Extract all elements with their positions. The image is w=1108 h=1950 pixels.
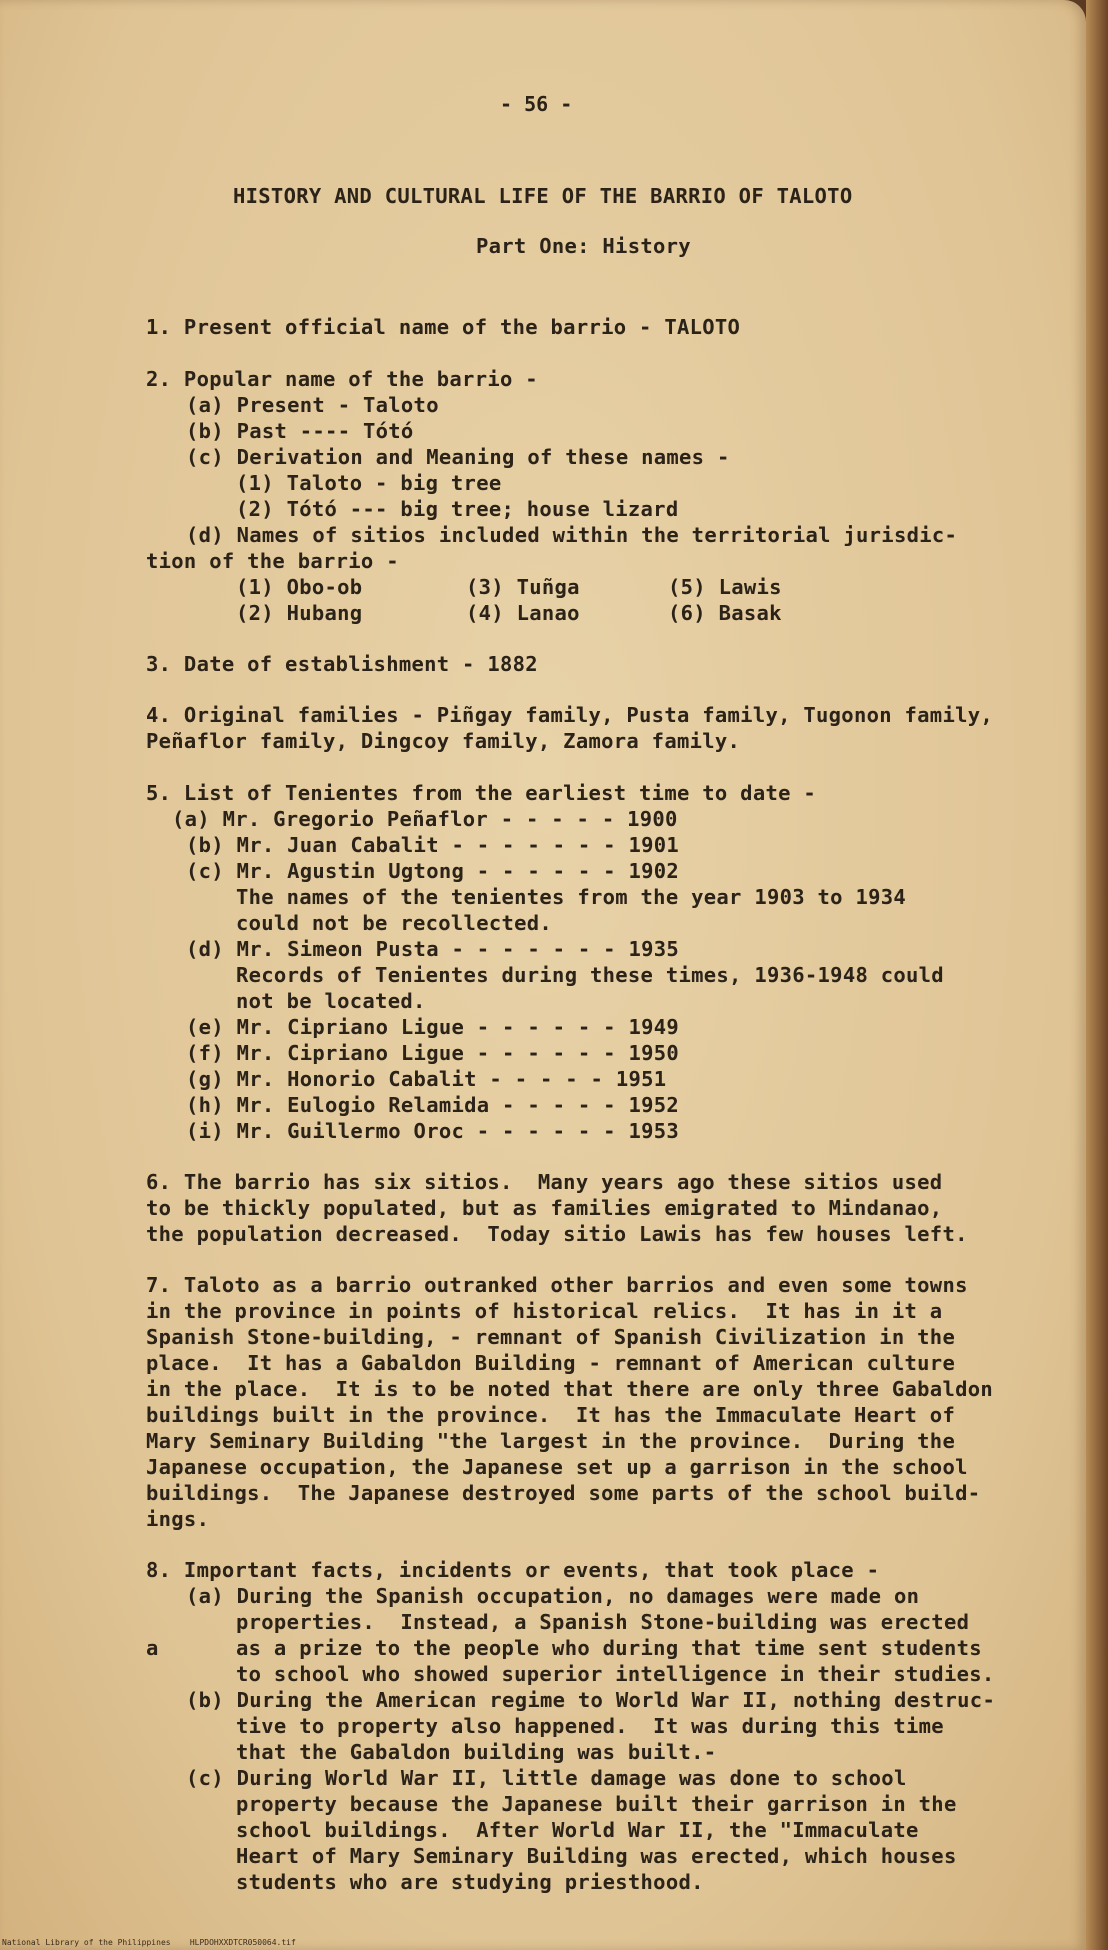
item-5: 5. List of Tenientes from the earliest time to date - <box>146 781 817 805</box>
item-8a-line-1: (a) During the Spanish occupation, no damages were made on <box>186 1584 920 1608</box>
item-7-line-8: Japanese occupation, the Japanese set up a garrison in the school <box>146 1455 968 1479</box>
teniente-d: (d) Mr. Simeon Pusta - - - - - - - 1935 <box>186 937 680 961</box>
item-8: 8. Important facts, incidents or events, that took place - <box>146 1558 880 1582</box>
item-2d: (d) Names of sitios included within the territorial jurisdic- <box>186 523 958 547</box>
scan-footer: National Library of the Philippines HLPDOHXXDTCR050064.tif <box>2 1938 296 1947</box>
note-1936-1948: Records of Tenientes during these times, 1936-1948 could <box>236 963 944 987</box>
document-title: HISTORY AND CULTURAL LIFE OF THE BARRIO OF TALOTO <box>233 184 853 208</box>
item-7-line-3: Spanish Stone-building, - remnant of Spanish Civilization in the <box>146 1325 956 1349</box>
item-8a-line-4: to school who showed superior intelligence in their studies. <box>236 1662 995 1686</box>
item-2b: (b) Past ---- Tótó <box>186 419 414 443</box>
item-8a-line-2: properties. Instead, a Spanish Stone-building was erected <box>236 1610 970 1634</box>
teniente-g: (g) Mr. Honorio Cabalit - - - - - 1951 <box>186 1067 667 1091</box>
sitio-3: (3) Tuñga <box>466 575 580 599</box>
sitio-5: (5) Lawis <box>668 575 782 599</box>
page-number: - 56 - <box>500 92 573 116</box>
item-8c-line-1: (c) During World War II, little damage was done to school <box>186 1766 907 1790</box>
teniente-f: (f) Mr. Cipriano Ligue - - - - - - 1950 <box>186 1041 680 1065</box>
item-7-line-2: in the province in points of historical relics. It has in it a <box>146 1299 943 1323</box>
teniente-c: (c) Mr. Agustin Ugtong - - - - - - 1902 <box>186 859 680 883</box>
item-7-line-9: buildings. The Japanese destroyed some parts of the school build- <box>146 1481 981 1505</box>
item-4: 4. Original families - Piñgay family, Pusta family, Tugonon family, <box>146 703 994 727</box>
item-8a-line-3: as a prize to the people who during that time sent students <box>236 1636 982 1660</box>
item-6-line-1: 6. The barrio has six sitios. Many years ago these sitios used <box>146 1170 943 1194</box>
item-2a: (a) Present - Taloto <box>186 393 439 417</box>
item-8c-line-4: Heart of Mary Seminary Building was erected, which houses <box>236 1844 957 1868</box>
item-7-line-5: in the place. It is to be noted that there are only three Gabaldon <box>146 1377 994 1401</box>
item-2c-1: (1) Taloto - big tree <box>236 471 502 495</box>
item-8b-line-1: (b) During the American regime to World War II, nothing destruc- <box>186 1688 996 1712</box>
sitio-2: (2) Hubang <box>236 601 363 625</box>
item-7-line-4: place. It has a Gabaldon Building - remnant of American culture <box>146 1351 956 1375</box>
item-8c-line-5: students who are studying priesthood. <box>236 1870 704 1894</box>
document-subtitle: Part One: History <box>476 234 691 258</box>
teniente-e: (e) Mr. Cipriano Ligue - - - - - - 1949 <box>186 1015 680 1039</box>
note-1936-1948-cont: not be located. <box>236 989 426 1013</box>
item-2c-2: (2) Tótó --- big tree; house lizard <box>236 497 679 521</box>
item-3: 3. Date of establishment - 1882 <box>146 652 538 676</box>
item-8c-line-3: school buildings. After World War II, the "Immaculate <box>236 1818 919 1842</box>
item-7-line-6: buildings built in the province. It has the Immaculate Heart of <box>146 1403 956 1427</box>
item-2c: (c) Derivation and Meaning of these names - <box>186 445 730 469</box>
sitio-6: (6) Basak <box>668 601 782 625</box>
item-8b-line-2: tive to property also happened. It was during this time <box>236 1714 944 1738</box>
item-1: 1. Present official name of the barrio - TALOTO <box>146 315 741 339</box>
teniente-a: (a) Mr. Gregorio Peñaflor - - - - - 1900 <box>172 807 678 831</box>
teniente-b: (b) Mr. Juan Cabalit - - - - - - - 1901 <box>186 833 680 857</box>
sitio-1: (1) Obo-ob <box>236 575 363 599</box>
item-6-line-2: to be thickly populated, but as families emigrated to Mindanao, <box>146 1196 943 1220</box>
margin-note: a <box>146 1636 159 1660</box>
item-2: 2. Popular name of the barrio - <box>146 367 538 391</box>
sitio-4: (4) Lanao <box>466 601 580 625</box>
teniente-i: (i) Mr. Guillermo Oroc - - - - - - 1953 <box>186 1119 680 1143</box>
note-1903-1934: The names of the tenientes from the year 1903 to 1934 <box>236 885 907 909</box>
item-7-line-7: Mary Seminary Building "the largest in the province. During the <box>146 1429 956 1453</box>
page-edge <box>1086 0 1108 1950</box>
item-2d-cont: tion of the barrio - <box>146 549 399 573</box>
item-8c-line-2: property because the Japanese built their garrison in the <box>236 1792 957 1816</box>
item-4-cont: Peñaflor family, Dingcoy family, Zamora family. <box>146 729 741 753</box>
item-7-line-10: ings. <box>146 1507 210 1531</box>
item-6-line-3: the population decreased. Today sitio Lawis has few houses left. <box>146 1222 968 1246</box>
note-1903-1934-cont: could not be recollected. <box>236 911 553 935</box>
teniente-h: (h) Mr. Eulogio Relamida - - - - - 1952 <box>186 1093 680 1117</box>
item-8b-line-3: that the Gabaldon building was built.- <box>236 1740 717 1764</box>
item-7-line-1: 7. Taloto as a barrio outranked other barrios and even some towns <box>146 1273 968 1297</box>
